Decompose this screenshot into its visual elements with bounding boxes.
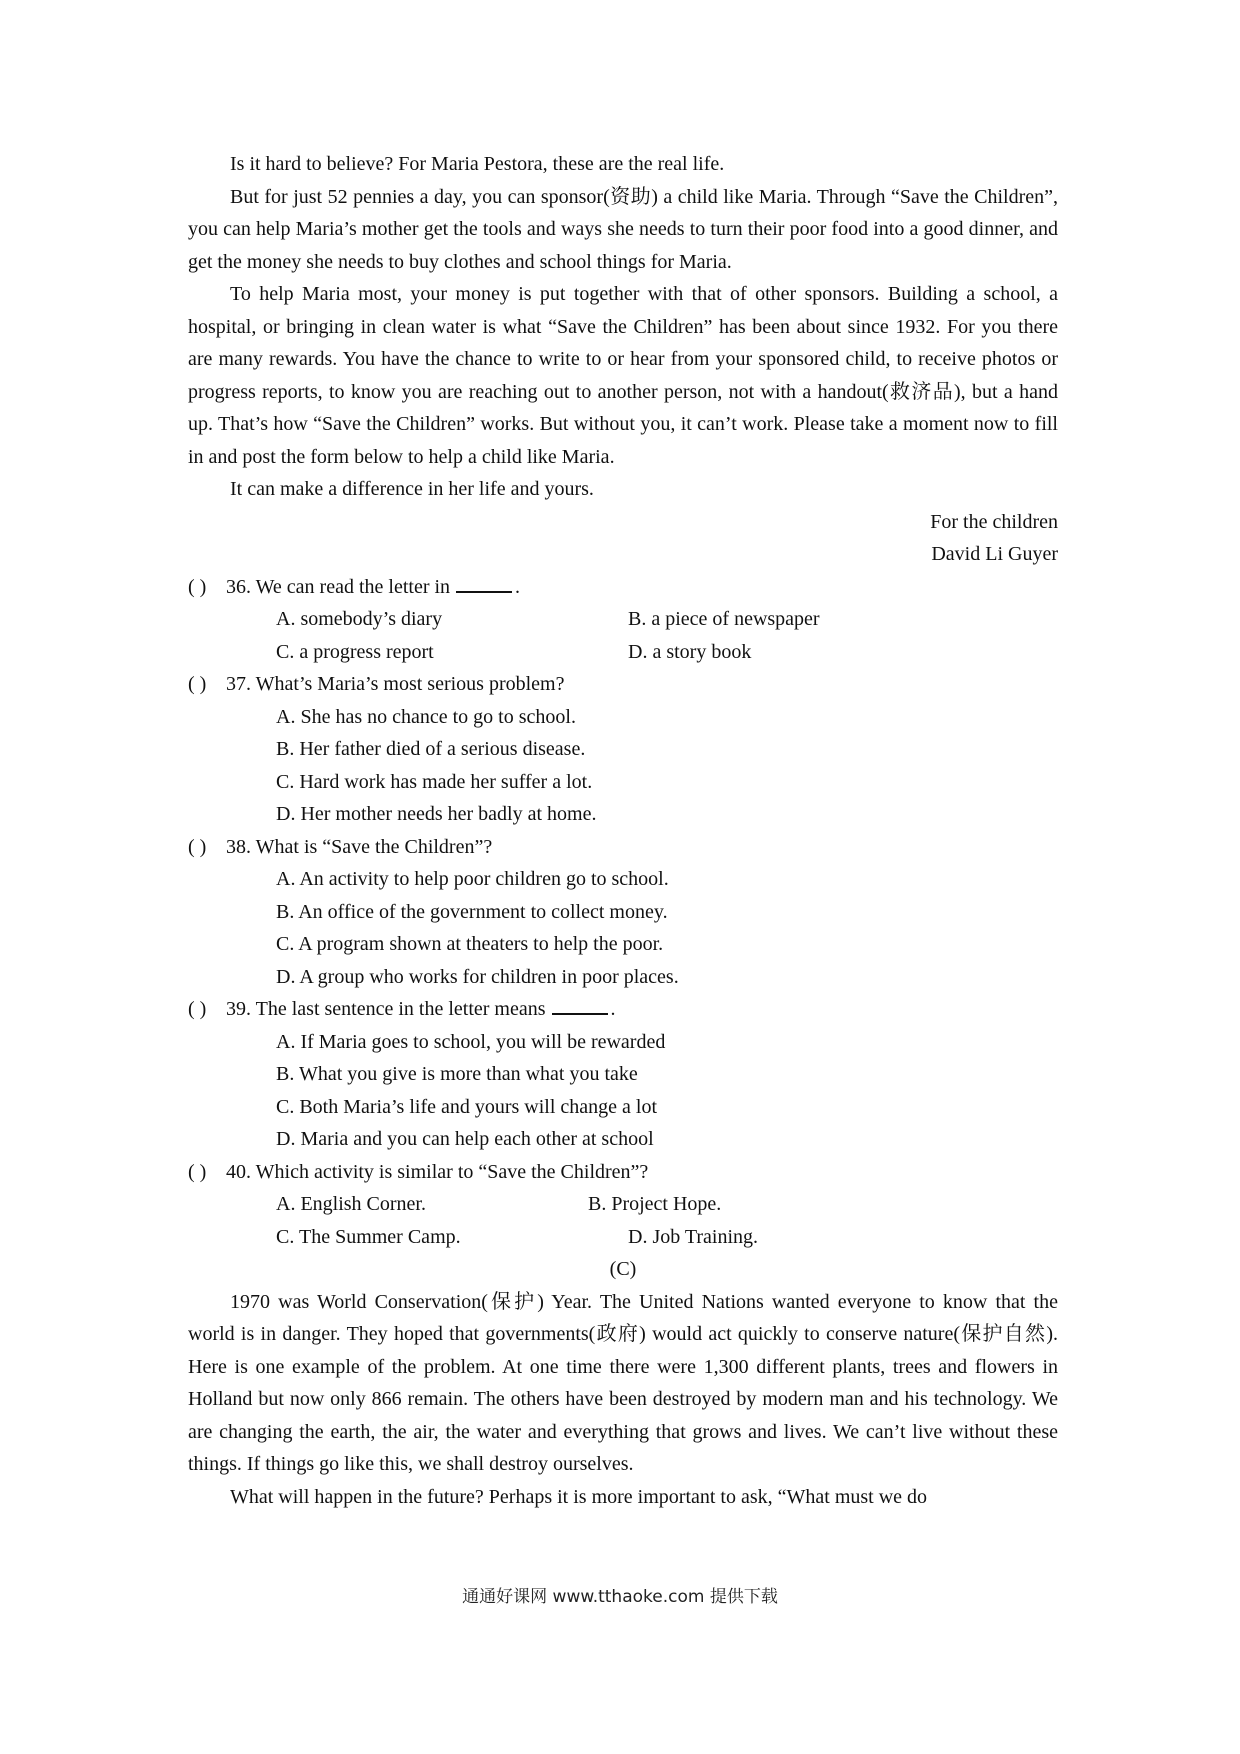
option-b: B. An office of the government to collect money. (276, 900, 668, 923)
option-c: C. Both Maria’s life and yours will change a lot (276, 1095, 658, 1118)
question-38 (188, 831, 1058, 994)
passage-c-paragraph: What will happen in the future? Perhaps it is more important to ask, “What must we do (230, 1485, 928, 1508)
option-a: A. An activity to help poor children go to school. (276, 868, 669, 890)
option-d: D. A group who works for children in poor places. (276, 965, 679, 988)
option-c: C. A program shown at theaters to help the poor. (276, 933, 664, 955)
answer-blank (456, 573, 512, 593)
option-d: D. Maria and you can help each other at school (276, 1128, 654, 1150)
option-d: D. Her mother needs her badly at home. (276, 803, 597, 825)
question-stem: 40. Which activity is similar to “Save the Children”? (226, 1160, 649, 1183)
answer-paren: ( ) (188, 1160, 207, 1183)
signature-name: David Li Guyer (931, 543, 1058, 565)
option-a: A. somebody’s diary (276, 608, 443, 630)
section-title: (C) (609, 1258, 637, 1280)
passage-b-paragraph: To help Maria most, your money is put together with that of other sponsors. Building a school, a hospital, or bringing in clean water is what “Save the Children” has been about since 1932. For you there are many rewards. You have the chance to write to or hear from your sponsored child, to receive photos or progress reports, to know you are reaching out to another person, not with a handout(救济品), but a hand up. That’s how “Save the Children” works. But without you, it can’t work. Please take a moment now to fill in and post the form below to help a child like Maria. (188, 283, 1058, 468)
option-a: A. She has no chance to go to school. (276, 705, 576, 728)
passage-b-paragraph: Is it hard to believe? For Maria Pestora, these are the real life. (230, 153, 725, 175)
question-stem: 36. We can read the letter in (226, 575, 451, 598)
option-b: B. Her father died of a serious disease. (276, 738, 586, 760)
answer-paren: ( ) (188, 673, 207, 695)
answer-paren: ( ) (188, 998, 207, 1020)
question-39 (188, 993, 1058, 1156)
passage-b-paragraph: It can make a difference in her life and yours. (230, 478, 594, 500)
option-d: D. Job Training. (628, 1225, 759, 1248)
question-stem: 39. The last sentence in the letter means (226, 998, 546, 1020)
question-stem: 37. What’s Maria’s most serious problem? (226, 673, 565, 695)
question-tail: . (515, 575, 521, 598)
answer-paren: ( ) (188, 835, 207, 858)
option-c: C. Hard work has made her suffer a lot. (276, 770, 593, 793)
passage-c-paragraph: 1970 was World Conservation(保护) Year. The United Nations wanted everyone to know that the world is in danger. They hoped that governments(政府) would act quickly to conserve nature(保护自然). Here is one example of the problem. At one time there were 1,300 different plants, trees and flowers in Holland but now only 866 remain. The others have been destroyed by modern man and his technology. We are changing the earth, the air, the water and everything that grows and lives. We can’t live without these things. If things go like this, we shall destroy ourselves. (188, 1290, 1058, 1475)
option-c: C. The Summer Camp. (276, 1225, 461, 1248)
option-b: B. What you give is more than what you take (276, 1063, 638, 1085)
question-36 (188, 571, 1058, 669)
answer-paren: ( ) (188, 575, 207, 598)
signature-line: For the children (930, 510, 1058, 533)
option-b: B. a piece of newspaper (628, 608, 820, 630)
page-footer: 通通好课网 www.tthaoke.com 提供下载 (462, 1587, 778, 1607)
question-37 (188, 668, 1058, 831)
answer-blank (552, 995, 608, 1015)
option-a: A. English Corner. (276, 1193, 426, 1215)
option-d: D. a story book (628, 640, 752, 663)
option-b: B. Project Hope. (588, 1193, 722, 1215)
question-stem: 38. What is “Save the Children”? (226, 835, 493, 858)
question-tail: . (610, 998, 616, 1020)
question-40 (188, 1156, 1058, 1254)
page-content (188, 148, 1058, 1513)
option-a: A. If Maria goes to school, you will be rewarded (276, 1030, 666, 1053)
option-c: C. a progress report (276, 640, 434, 663)
passage-b-paragraph: But for just 52 pennies a day, you can sponsor(资助) a child like Maria. Through “Save the Children”, you can help Maria’s mother get the tools and ways she needs to turn their poor food into a good dinner, and get the money she needs to buy clothes and school things for Maria. (188, 185, 1058, 273)
